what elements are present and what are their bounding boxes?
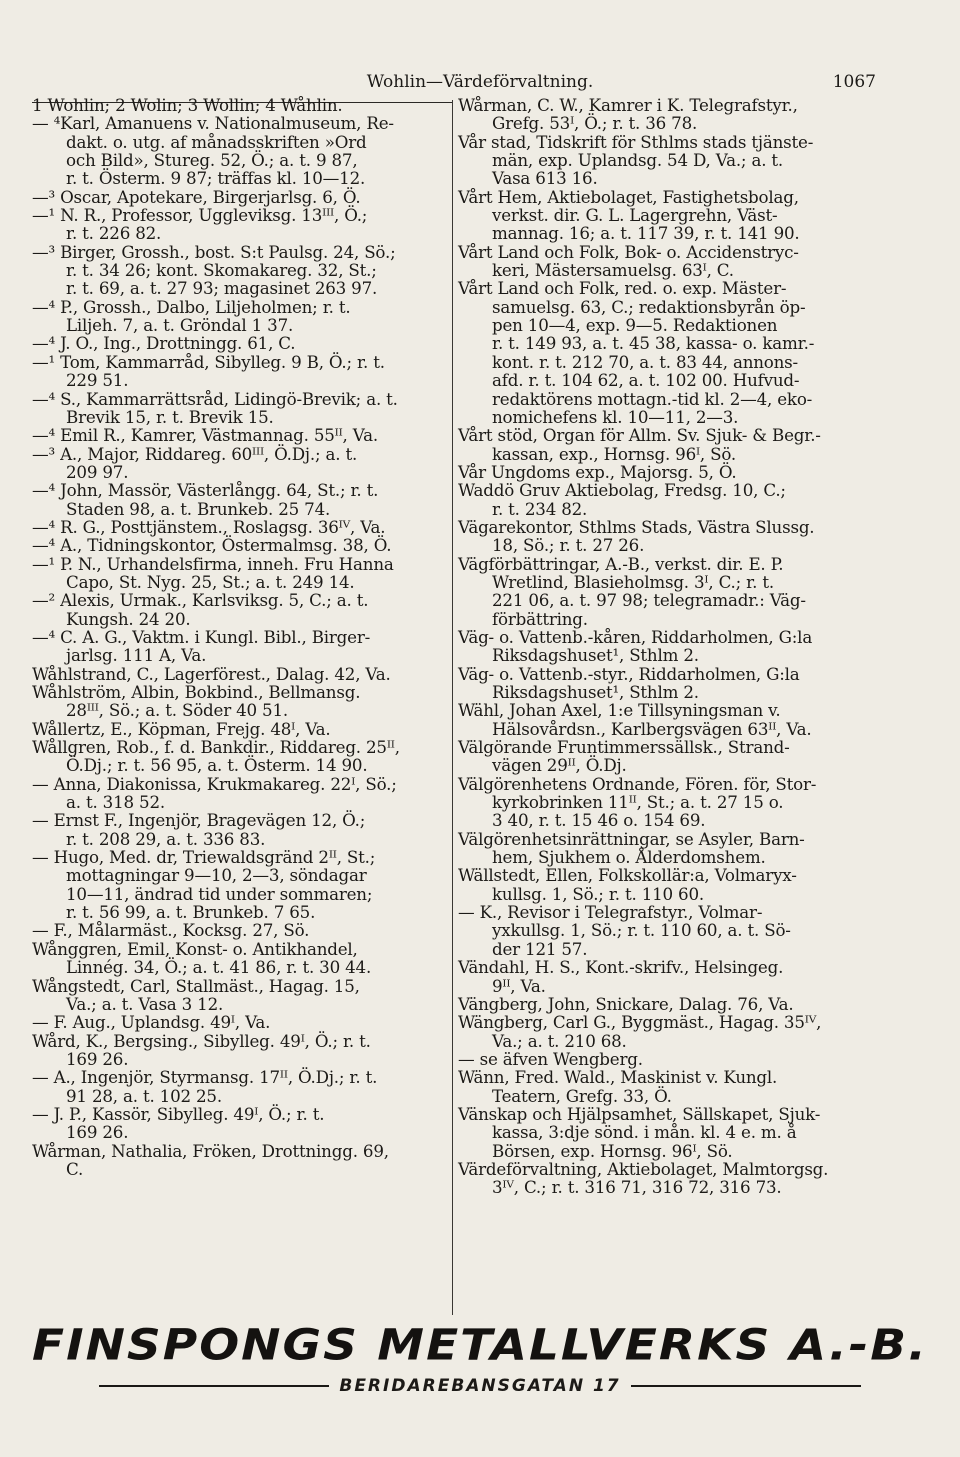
page-number: 1067 xyxy=(832,72,876,92)
directory-entry-line: r. t. 56 99, a. t. Brunkeb. 7 65. xyxy=(66,902,316,923)
directory-entry-line: —⁴ John, Massör, Västerlångg. 64, St.; r. t. xyxy=(32,480,379,501)
directory-entry-line: pen 10—4, exp. 9—5. Redaktionen xyxy=(492,315,778,336)
directory-entry-line: yxkullsg. 1, Sö.; r. t. 110 60, a. t. Sö- xyxy=(492,920,791,941)
directory-entry-line: Vår stad, Tidskrift för Sthlms stads tjänste- xyxy=(458,131,814,152)
directory-entry-line: Wånggren, Emil, Konst- o. Antikhandel, xyxy=(32,938,358,959)
directory-entry-line: vägen 29ᴵᴵ, Ö.Dj. xyxy=(492,755,627,776)
right-column xyxy=(458,96,878,1197)
directory-entry-line: r. t. Österm. 9 87; träffas kl. 10—12. xyxy=(66,168,366,189)
ad-address: BERIDAREBANSGATAN 17 xyxy=(339,1376,621,1396)
directory-entry-line: 9ᴵᴵ, Va. xyxy=(492,975,546,996)
directory-entry-line: 1 Wohlin; 2 Wolin; 3 Wollin; 4 Wåhlin. xyxy=(32,95,343,115)
directory-entry-line: Kungsh. 24 20. xyxy=(66,608,191,629)
directory-entry-line: —³ Oscar, Apotekare, Birgerjarlsg. 6, Ö. xyxy=(32,186,361,207)
ad-rule-left xyxy=(99,1385,329,1387)
directory-entry-line: Väg- o. Vattenb.-kåren, Riddarholmen, G:la xyxy=(458,626,813,647)
directory-entry-line: —⁴ C. A. G., Vaktm. i Kungl. Bibl., Birger- xyxy=(32,626,371,647)
directory-entry-line: Riksdagshuset¹, Sthlm 2. xyxy=(492,645,699,666)
directory-entry-line: a. t. 318 52. xyxy=(66,792,165,813)
directory-entry-line: Vårt stöd, Organ för Allm. Sv. Sjuk- & Begr.- xyxy=(458,425,821,446)
directory-entry-line: Va.; a. t. 210 68. xyxy=(492,1030,627,1051)
directory-entry-line: r. t. 226 82. xyxy=(66,223,162,244)
directory-entry-line: och Bild», Stureg. 52, Ö.; a. t. 9 87, xyxy=(66,150,358,171)
directory-entry-line: Wåhlström, Albin, Bokbind., Bellmansg. xyxy=(32,682,361,702)
directory-entry-line: samuelsg. 63, C.; redaktionsbyrån öp- xyxy=(492,296,806,317)
ad-address-row xyxy=(0,1376,960,1396)
directory-entry-line: — Ernst F., Ingenjör, Bragevägen 12, Ö.; xyxy=(32,810,366,831)
directory-entry-line: Vår Ungdoms exp., Majorsg. 5, Ö. xyxy=(458,461,737,482)
directory-entry-line: mottagningar 9—10, 2—3, söndagar xyxy=(66,865,367,886)
directory-entry-line: Vänskap och Hjälpsamhet, Sällskapet, Sjuk- xyxy=(458,1103,821,1124)
directory-entry-line: Vårt Land och Folk, Bok- o. Accidenstryc- xyxy=(458,241,799,262)
directory-entry-line: Wårman, C. W., Kamrer i K. Telegrafstyr., xyxy=(458,95,798,115)
directory-entry-line: hem, Sjukhem o. Ålderdomshem. xyxy=(492,847,766,868)
directory-entry-line: redaktörens mottagn.-tid kl. 2—4, eko- xyxy=(492,388,813,409)
directory-entry-line: Wåhlstrand, C., Lagerförest., Dalag. 42, Va. xyxy=(32,663,391,684)
directory-entry-line: —⁴ R. G., Posttjänstem., Roslagsg. 36ᴵⱽ, Va. xyxy=(32,516,386,537)
directory-entry-line: jarlsg. 111 A, Va. xyxy=(66,645,207,666)
directory-entry-line: Brevik 15, r. t. Brevik 15. xyxy=(66,406,274,427)
directory-entry-line: kullsg. 1, Sö.; r. t. 110 60. xyxy=(492,883,704,904)
directory-entry-line: förbättring. xyxy=(492,608,588,629)
directory-entry-line: kyrkobrinken 11ᴵᴵ, St.; a. t. 27 15 o. xyxy=(492,792,784,813)
directory-entry-line: —¹ N. R., Professor, Uggleviksg. 13ᴵᴵᴵ, Ö.; xyxy=(32,205,368,226)
directory-entry-line: 221 06, a. t. 97 98; telegramadr.: Väg- xyxy=(492,590,806,611)
directory-entry-line: Wållertz, E., Köpman, Frejg. 48ᴵ, Va. xyxy=(32,718,331,739)
directory-entry-line: 169 26. xyxy=(66,1048,129,1069)
column-divider xyxy=(452,100,453,1315)
directory-entry-line: Vårt Land och Folk, red. o. exp. Mäster- xyxy=(458,278,787,299)
directory-entry-line: — Anna, Diakonissa, Krukmakareg. 22ᴵ, Sö.; xyxy=(32,773,397,794)
left-column xyxy=(32,96,448,1178)
directory-entry-line: r. t. 69, a. t. 27 93; magasinet 263 97. xyxy=(66,278,378,299)
directory-entry-line: — se äfven Wengberg. xyxy=(458,1048,643,1069)
directory-entry-line: Väg- o. Vattenb.-styr., Riddarholmen, G:la xyxy=(458,663,800,684)
running-head-title: Wohlin—Värdeförvaltning. xyxy=(366,72,594,92)
directory-entry-line: — J. P., Kassör, Sibylleg. 49ᴵ, Ö.; r. t. xyxy=(32,1103,325,1124)
directory-entry-line: Vägarekontor, Sthlms Stads, Västra Slussg. xyxy=(458,516,815,537)
directory-entry-line: Staden 98, a. t. Brunkeb. 25 74. xyxy=(66,498,331,519)
directory-entry-line: Wårman, Nathalia, Fröken, Drottningg. 69, xyxy=(32,1140,389,1161)
directory-entry-line: — Hugo, Med. dr, Triewaldsgränd 2ᴵᴵ, St.; xyxy=(32,847,376,868)
directory-entry-line: 3ᴵⱽ, C.; r. t. 316 71, 316 72, 316 73. xyxy=(492,1177,782,1198)
directory-entry-line: Teatern, Grefg. 33, Ö. xyxy=(492,1085,672,1106)
directory-entry-line: mannag. 16; a. t. 117 39, r. t. 141 90. xyxy=(492,223,800,244)
directory-entry-line: r. t. 149 93, a. t. 45 38, kassa- o. kamr.- xyxy=(492,333,815,354)
directory-entry-line: Ö.Dj.; r. t. 56 95, a. t. Österm. 14 90. xyxy=(66,755,368,776)
directory-entry-line: kassa, 3:dje sönd. i mån. kl. 4 e. m. å xyxy=(492,1122,797,1143)
running-head xyxy=(24,72,936,96)
directory-entry-line: Wängberg, Carl G., Byggmäst., Hagag. 35ᴵⱽ, xyxy=(458,1012,822,1033)
directory-entry-line: Wretlind, Blasieholmsg. 3ᴵ, C.; r. t. xyxy=(492,571,774,592)
directory-entry-line: Vängberg, John, Snickare, Dalag. 76, Va. xyxy=(458,993,794,1014)
directory-entry-line: kassan, exp., Hornsg. 96ᴵ, Sö. xyxy=(492,443,737,464)
directory-entry-line: der 121 57. xyxy=(492,938,588,959)
directory-entry-line: kont. r. t. 212 70, a. t. 83 44, annons- xyxy=(492,351,798,372)
directory-entry-line: Wållgren, Rob., f. d. Bankdir., Riddareg. 25ᴵᴵ, xyxy=(32,737,400,758)
directory-entry-line: —⁴ S., Kammarrättsråd, Lidingö-Brevik; a. t. xyxy=(32,388,398,409)
directory-entry-line: —³ A., Major, Riddareg. 60ᴵᴵᴵ, Ö.Dj.; a. t. xyxy=(32,443,358,464)
directory-entry-line: Grefg. 53ᴵ, Ö.; r. t. 36 78. xyxy=(492,113,698,134)
directory-entry-line: Wård, K., Bergsing., Sibylleg. 49ᴵ, Ö.; r. t. xyxy=(32,1030,371,1051)
directory-entry-line: —⁴ A., Tidningskontor, Östermalmsg. 38, Ö. xyxy=(32,535,392,556)
directory-entry-line: —² Alexis, Urmak., Karlsviksg. 5, C.; a. t. xyxy=(32,590,369,611)
directory-entry-line: 229 51. xyxy=(66,370,129,391)
directory-entry-line: 28ᴵᴵᴵ, Sö.; a. t. Söder 40 51. xyxy=(66,700,288,721)
directory-entry-line: — ⁴Karl, Amanuens v. Nationalmuseum, Re- xyxy=(32,113,394,134)
directory-entry-line: Wänn, Fred. Wald., Maskinist v. Kungl. xyxy=(458,1067,778,1088)
directory-entry-line: män, exp. Uplandsg. 54 D, Va.; a. t. xyxy=(492,150,784,171)
directory-entry-line: Värdeförvaltning, Aktiebolaget, Malmtorgsg. xyxy=(458,1158,829,1179)
directory-entry-line: Wähl, Johan Axel, 1:e Tillsyningsman v. xyxy=(458,700,781,721)
directory-entry-line: Wällstedt, Ellen, Folkskollär:a, Volmaryx- xyxy=(458,865,797,886)
directory-entry-line: Börsen, exp. Hornsg. 96ᴵ, Sö. xyxy=(492,1140,733,1161)
directory-entry-line: — A., Ingenjör, Styrmansg. 17ᴵᴵ, Ö.Dj.; r. t. xyxy=(32,1067,378,1088)
directory-entry-line: Vårt Hem, Aktiebolaget, Fastighetsbolag, xyxy=(458,186,799,207)
directory-entry-line: Waddö Gruv Aktiebolag, Fredsg. 10, C.; xyxy=(458,480,786,501)
directory-entry-line: Hälsovårdsn., Karlbergsvägen 63ᴵᴵ, Va. xyxy=(492,718,812,739)
directory-entry-line: Vasa 613 16. xyxy=(492,168,598,189)
directory-entry-line: Välgörenhetens Ordnande, Fören. för, Stor- xyxy=(458,773,817,794)
directory-entry-line: r. t. 208 29, a. t. 336 83. xyxy=(66,828,266,849)
directory-entry-line: Riksdagshuset¹, Sthlm 2. xyxy=(492,682,699,702)
ad-rule-right xyxy=(631,1385,861,1387)
directory-entry-line: 91 28, a. t. 102 25. xyxy=(66,1085,222,1106)
directory-entry-line: Välgörenhetsinrättningar, se Asyler, Barn- xyxy=(458,828,805,849)
directory-entry-line: Wångstedt, Carl, Stallmäst., Hagag. 15, xyxy=(32,975,360,996)
directory-entry-line: Liljeh. 7, a. t. Gröndal 1 37. xyxy=(66,315,294,336)
directory-entry-line: 209 97. xyxy=(66,461,129,482)
directory-entry-line: r. t. 234 82. xyxy=(492,498,588,519)
directory-entry-line: Capo, St. Nyg. 25, St.; a. t. 249 14. xyxy=(66,571,355,592)
directory-entry-line: Va.; a. t. Vasa 3 12. xyxy=(66,993,224,1014)
directory-entry-line: Linnég. 34, Ö.; a. t. 41 86, r. t. 30 44. xyxy=(66,957,372,978)
directory-entry-line: Vändahl, H. S., Kont.-skrifv., Helsingeg. xyxy=(458,957,784,978)
directory-entry-line: Vägförbättringar, A.-B., verkst. dir. E. P. xyxy=(458,553,784,574)
directory-entry-line: afd. r. t. 104 62, a. t. 102 00. Hufvud- xyxy=(492,370,800,391)
directory-entry-line: r. t. 34 26; kont. Skomakareg. 32, St.; xyxy=(66,260,377,281)
directory-entry-line: 10—11, ändrad tid under sommaren; xyxy=(66,883,373,904)
directory-entry-line: nomichefens kl. 10—11, 2—3. xyxy=(492,406,739,427)
directory-entry-line: —¹ P. N., Urhandelsfirma, inneh. Fru Hanna xyxy=(32,553,394,574)
directory-entry-line: — K., Revisor i Telegrafstyr., Volmar- xyxy=(458,902,763,923)
directory-entry-line: C. xyxy=(66,1158,84,1179)
advertisement xyxy=(0,1318,960,1396)
directory-entry-line: — F. Aug., Uplandsg. 49ᴵ, Va. xyxy=(32,1012,271,1033)
ad-company-name: FINSPONGS METALLVERKS A.-B. xyxy=(32,1320,928,1371)
directory-entry-line: —⁴ Emil R., Kamrer, Västmannag. 55ᴵᴵ, Va. xyxy=(32,425,378,446)
directory-entry-line: —⁴ J. O., Ing., Drottningg. 61, C. xyxy=(32,333,296,354)
directory-entry-line: —³ Birger, Grossh., bost. S:t Paulsg. 24, Sö.; xyxy=(32,241,396,262)
directory-entry-line: keri, Mästersamuelsg. 63ᴵ, C. xyxy=(492,260,734,281)
directory-entry-line: verkst. dir. G. L. Lagergrehn, Väst- xyxy=(492,205,778,226)
directory-entry-line: 18, Sö.; r. t. 27 26. xyxy=(492,535,645,556)
directory-entry-line: —¹ Tom, Kammarråd, Sibylleg. 9 B, Ö.; r. t. xyxy=(32,351,385,372)
directory-entry-line: — F., Målarmäst., Kocksg. 27, Sö. xyxy=(32,920,310,941)
directory-entry-line: 3 40, r. t. 15 46 o. 154 69. xyxy=(492,810,706,831)
directory-entry-line: 169 26. xyxy=(66,1122,129,1143)
directory-entry-line: dakt. o. utg. af månadsskriften »Ord xyxy=(66,131,367,152)
directory-entry-line: Välgörande Fruntimmerssällsk., Strand- xyxy=(458,737,790,758)
directory-entry-line: —⁴ P., Grossh., Dalbo, Liljeholmen; r. t. xyxy=(32,296,351,317)
